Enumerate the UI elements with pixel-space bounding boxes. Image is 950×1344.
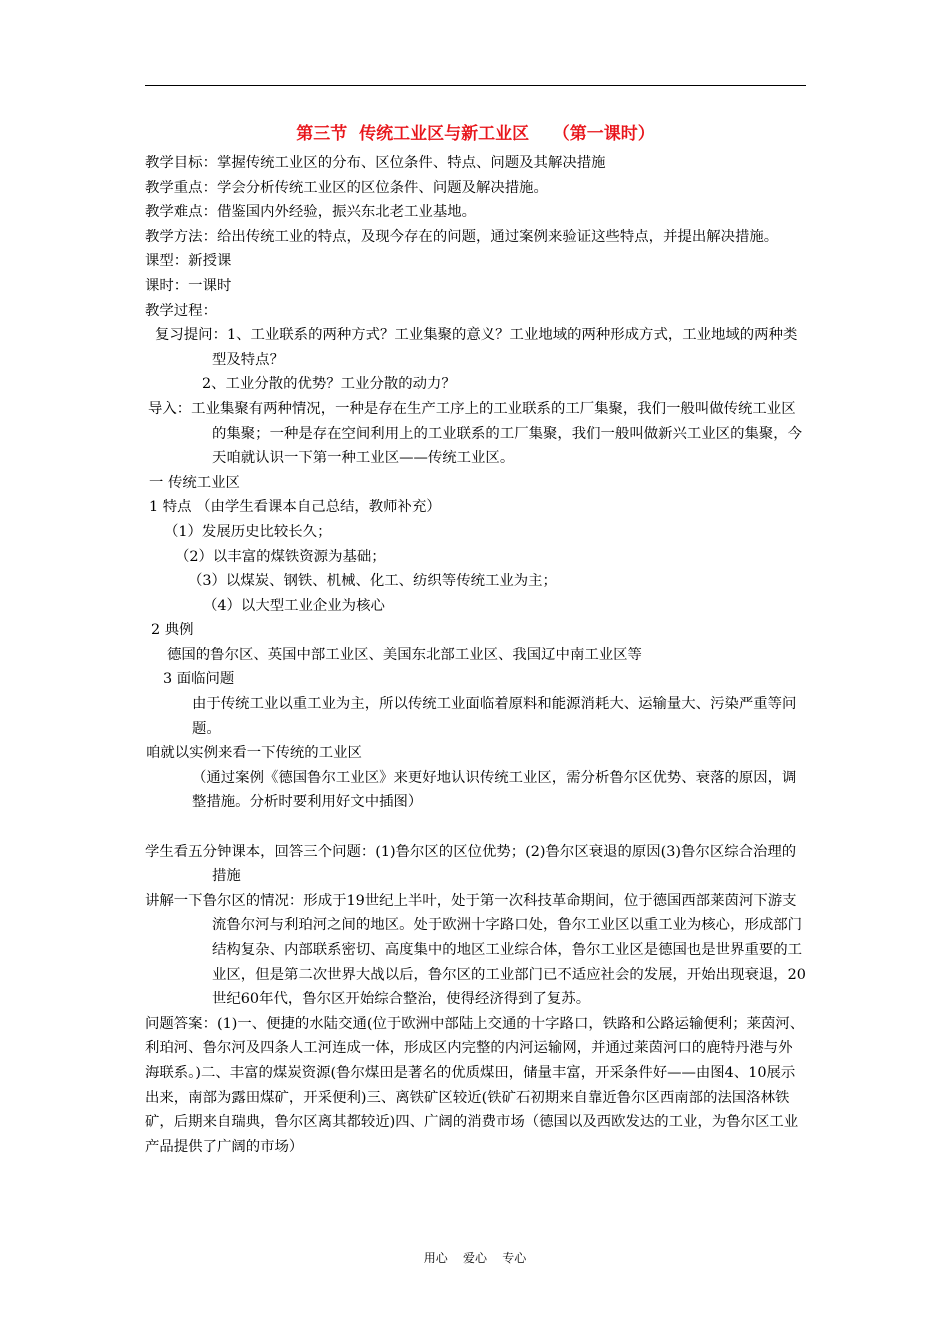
feature-item-2: （2）以丰富的煤铁资源为基础； [175,548,386,565]
lesson-periods: 课时：一课时 [145,277,232,294]
teaching-method: 教学方法：给出传统工业的特点，及现今存在的问题，通过案例来验证这些特点，并提出解决措施。 [145,228,779,245]
lesson-type: 课型：新授课 [145,253,232,270]
introduction-paragraph: 导入：工业集聚有两种情况，一种是存在生产工序上的工业联系的工厂集聚，我们一般叫做传统工业区的集聚；一种是存在空间利用上的工业联系的工厂集聚，我们一般叫做新兴工业区的集聚，今天咱就认识一下第一种工业区——传统工业区。 [148,400,803,467]
question-answers: 问题答案：(1)一、便捷的水陆交通(位于欧洲中部陆上交通的十字路口，铁路和公路运输便利；莱茵河、利珀河、鲁尔河及四条人工河连成一体，形成区内完整的内河运输网，并通过莱茵河口的鹿特丹港与外海联系。)二、丰富的煤炭资源(鲁尔煤田是著名的优质煤田，储量丰富，开采条件好——由图4、10展示出来，南部为露田煤矿，开采便利)三、离铁矿区较近(铁矿石初期来自靠近鲁尔区西南部的法国洛林铁矿，后期来自瑞典，鲁尔区离其都较近)四、广阔的消费市场（德国以及西欧发达的工业，为鲁尔区工业产品提供了广阔的市场） [145,1015,805,1155]
review-question-2: 2、工业分散的优势？工业分散的动力？ [202,376,456,393]
feature-heading: 1 特点 （由学生看课本自己总结，教师补充） [149,499,441,516]
problem-text: 由于传统工业以重工业为主，所以传统工业面临着原料和能源消耗大、运输量大、污染严重等问题。 [192,696,797,737]
review-question-1: 复习提问：1、工业联系的两种方式？工业集聚的意义？工业地域的两种形成方式，工业地域的两种类型及特点？ [155,327,798,368]
section-heading-traditional: 一 传统工业区 [149,474,240,491]
example-heading: 2 典例 [151,622,194,639]
problem-heading: 3 面临问题 [163,671,235,688]
teaching-difficulty: 教学难点：借鉴国内外经验，振兴东北老工业基地。 [145,204,476,221]
blank-line [145,815,806,840]
example-text: 德国的鲁尔区、英国中部工业区、美国东北部工业区、我国辽中南工业区等 [167,646,642,663]
teaching-process-heading: 教学过程： [145,302,217,319]
student-task: 学生看五分钟课本，回答三个问题：(1)鲁尔区的区位优势；(2)鲁尔区衰退的原因(3)鲁尔区综合治理的措施 [145,843,797,885]
feature-item-1: （1）发展历史比较长久； [164,523,332,540]
document-body [145,151,806,1159]
page-footer: 用心 爱心 专心 [423,1251,527,1265]
teaching-goal: 教学目标：掌握传统工业区的分布、区位条件、特点、问题及其解决措施 [145,155,606,171]
case-intro: 咱就以实例来看一下传统的工业区 [146,745,362,762]
feature-item-4: （4）以大型工业企业为核心 [203,597,385,614]
case-note: （通过案例《德国鲁尔工业区》来更好地认识传统工业区，需分析鲁尔区优势、衰落的原因，调整措施。分析时要利用好文中插图） [192,769,797,811]
page-title: 第三节 传统工业区与新工业区 （第一课时） [296,124,655,144]
header-rule [145,85,806,86]
feature-item-3: （3）以煤炭、钢铁、机械、化工、纺织等传统工业为主； [188,573,557,590]
teaching-key-point: 教学重点：学会分析传统工业区的区位条件、问题及解决措施。 [145,179,548,196]
ruhr-explanation: 讲解一下鲁尔区的情况：形成于19世纪上半叶，处于第一次科技革命期间，位于德国西部莱茵河下游支流鲁尔河与利珀河之间的地区。处于欧洲十字路口处，鲁尔工业区以重工业为核心，形成部门结构复杂、内部联系密切、高度集中的地区工业综合体，鲁尔工业区是德国也是世界重要的工业区，但是第二次世界大战以后，鲁尔区的工业部门已不适应社会的发展，开始出现衰退，20世纪60年代，鲁尔区开始综合整治，使得经济得到了复苏。 [145,892,806,1008]
